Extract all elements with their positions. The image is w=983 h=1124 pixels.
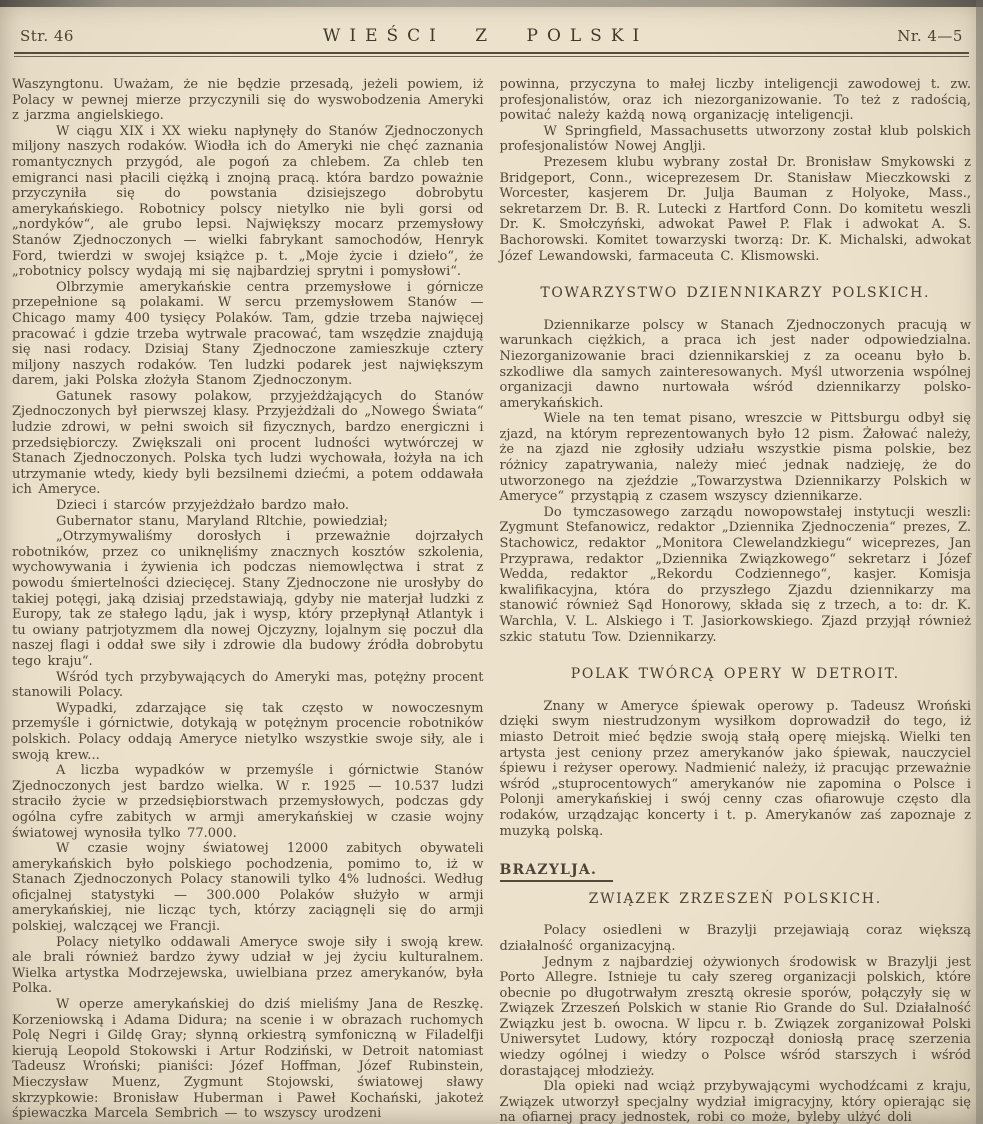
paragraph: Gatunek rasowy polakow, przyjeżdżających do Stanów Zjednoczonych był pierwszej klasy. Przyjeżdżali do „Nowego Świata“ ludzie zdrowi, w pełni swoich sił fizycznych, bardzo energiczni i przedsiębiorczy. Zwiększali oni procent ludności wytwórczej w Stanach Zjednoczonych. Polska tych ludzi wychowała, łożyła na ich utrzymanie wtedy, kiedy byli bezsilnemi dziećmi, a potem oddawała ich Ameryce.	[12, 388, 484, 498]
paragraph: Wiele na ten temat pisano, wreszcie w Pittsburgu odbył się zjazd, na którym reprezentowanych było 12 pism. Żałować należy, że na zjazd nie zgłosiły udziału wszystkie pisma polskie, bez różnicy zapatrywania, należy mieć jednak nadzieję, że do utworzonego na zjeździe „Towarzystwa Dziennikarzy Polskich w Ameryce“ przystąpią z czasem wszyscy dziennikarze.	[499, 411, 971, 505]
paragraph: W Springfield, Massachusetts utworzony został klub polskich profesjonalistów Nowej Anglji.	[499, 123, 971, 155]
paragraph: Prezesem klubu wybrany został Dr. Bronisław Smykowski z Bridgeport, Conn., wiceprezesem Dr. Stanisław Mieczkowski z Worcester, kasjerem Dr. Julja Bauman z Holyoke, Mass., sekretarzem Dr. B. R. Lutecki z Hartford Conn. Do komitetu weszli Dr. K. Smołczyński, adwokat Paweł P. Flak i adwokat A. S. Bachorowski. Komitet towarzyski tworzą: Dr. K. Michalski, adwokat Józef Lewandowski, farmaceuta C. Klismowski.	[499, 154, 971, 264]
section-heading: POLAK TWÓRCĄ OPERY W DETROIT.	[570, 666, 900, 683]
paragraph: Do tymczasowego zarządu nowopowstałej instytucji weszli: Zygmunt Stefanowicz, redaktor „Dziennika Zjednoczenia“ prezes, Z. Stachowicz, redaktor „Monitora Clewelandzkiegu“ wiceprezes, Jan Przyprawa, redaktor „Dziennika Związkowego“ sekretarz i Józef Wedda, redaktor „Rekordu Codziennego“, kasjer. Komisja kwalifikacyjna, która do przyszłego Zjazdu dziennikarzy ma stanowić również Sąd Honorowy, składa się z trzech, a to: dr. K. Warchla, V. L. Alskiego i T. Jasiorkowskiego. Zjazd przyjął również szkic statutu Tow. Dziennikarzy.	[499, 504, 971, 645]
paragraph: powinna, przyczyna to małej liczby inteligencji zawodowej t. zw. profesjonalistów, oraz ich niezorganizowanie. To też z radością, powitać należy każdą nową organizację inteligencji.	[499, 77, 971, 124]
section-heading: TOWARZYSTWO DZIENNIKARZY POLSKICH.	[540, 285, 931, 302]
masthead	[12, 26, 971, 52]
left-column	[12, 77, 484, 1124]
paragraph: Znany w Ameryce śpiewak operowy p. Tadeusz Wroński dzięki swym niestrudzonym wysiłkom doprowadził do tego, iż miasto Detroit mieć będzie swoją stałą operę miejską. Wielki ten artysta jest ceniony przez amerykanów jako śpiewak, nauczyciel śpiewu i reżyser operowy. Nadmienić należy, iż pracując przeważnie wśród „stuprocentowych“ amerykanów nie zapomina o Polsce i Polonji amerykańskiej i swój cenny czas ofiarowuje często dla rodaków, urządzając koncerty i t. p. Amerykanów zaś zapoznaje z muzyką polską.	[499, 698, 971, 839]
paragraph: Jednym z najbardziej ożywionych środowisk w Brazylji jest Porto Allegre. Istnieje tu cały szereg organizacji polskich, które obecnie po długotrwałym zresztą okresie sporów, połączyły się w Związek Zrzeszeń Polskich w stanie Rio Grande do Sul. Działalność Związku jest b. owocna. W lipcu r. b. Związek zorganizował Polski Uniwersytet Ludowy, który rozpoczął doniosłą pracę szerzenia wiedzy ogólnej i wiedzy o Polsce wśród starszych i wśród dorastającej młodzieży.	[499, 954, 971, 1079]
paragraph: A liczba wypadków w przemyśle i górnictwie Stanów Zjednoczonych jest bardzo wielka. W r. 1925 — 10.537 ludzi straciło życie w przedsiębiorstwach przemysłowych, podczas gdy ogólna cyfre zabitych w armji amerykańskiej w czasie wojny światowej wynosiła tylko 77.000.	[12, 763, 484, 841]
paragraph: Waszyngtonu. Uważam, że nie będzie przesadą, jeżeli powiem, iż Polacy w pewnej mierze przyczynili się do wyswobodzenia Ameryki z jarzma angielskiego.	[12, 77, 484, 124]
paragraph: W operze amerykańskiej do dziś mieliśmy Jana de Reszkę. Korzeniowską i Adama Didura; na scenie i w obrazach ruchomych Polę Negri i Gildę Gray; słynną orkiestrą symfoniczną w Filadelfji kierują Leopold Stokowski i Artur Rodziński, w Detroit natomiast Tadeusz Wroński; pianiści: Józef Hoffman, Józef Rubinstein, Mieczysław Muenz, Zygmunt Stojowski, światowej sławy skrzypkowie: Bronisław Huberman i Paweł Kochański, jakoteż śpiewaczka Marcela Sembrich — to wszyscy urodzeni	[12, 997, 484, 1122]
paragraph: Gubernator stanu, Maryland Rltchie, powiedział;	[56, 513, 388, 529]
paragraph: Olbrzymie amerykańskie centra przemysłowe i górnicze przepełnione są polakami. W sercu przemysłowem Stanów — Chicago mamy 400 tysięcy Polaków. Tam, gdzie trzeba najwięcej pracować i gdzie trzeba wytrwale pracować, tam wszędzie znajdują się nasi rodacy. Dzisiaj Stany Zjednoczone zamieszkuje cztery miljony naszych rodaków. Ten ludzki podarek jest największym darem, jaki Polska złożyła Stanom Zjednoczonym.	[12, 279, 484, 389]
paragraph: W czasie wojny światowej 12000 zabitych obywateli amerykańskich było polskiego pochodzenia, pomimo to, iż w Stanach Zjednoczonych Polacy stanowili tylko 4% ludności. Według oficjalnej statystyki — 300.000 Polaków służyło w armji amerykańskiej, nie licząc tych, którzy zaciągnęli się do armji polskiej, walczącej we Francji.	[12, 841, 484, 935]
paragraph: Polacy nietylko oddawali Ameryce swoje siły i swoją krew. ale brali również bardzo żywy udział w jej życiu kulturalnem. Wielka artystka Modrzejewska, uwielbiana przez amerykanów, była Polka.	[12, 934, 484, 997]
paragraph: Polacy osiedleni w Brazylji przejawiają coraz większą działalność organizacyjną.	[499, 923, 971, 954]
issue-number-label: Nr. 4—5	[897, 27, 963, 45]
page-number-label: Str. 46	[20, 27, 74, 45]
article-columns	[12, 77, 971, 1124]
section-heading: ZWIĄZEK ZRZESZEŃ POLSKICH.	[588, 890, 882, 907]
paragraph: W ciągu XIX i XX wieku napłynęły do Stanów Zjednoczonych miljony naszych rodaków. Wiodła ich do Ameryki nie chęć zaznania romantycznych przygód, ale pogoń za chlebem. Za chleb ten emigranci nasi płacili ciężką i znojną pracą. która bardzo poważnie przyczyniła się do powstania dzisiejszego dobrobytu amerykańskiego. Robotnicy polscy nietylko nie byli gorsi od „nordyków“, ale grubo lepsi. Największy mocarz przemysłowy Stanów Zjednoczonych — wielki fabrykant samochodów, Henryk Ford, twierdzi w swojej książce p. t. „Moje życie i dzieło“, że „robotnicy polscy wydają mi się najbardziej sprytni i pomysłowi“.	[12, 123, 484, 280]
paragraph: Wśród tych przybywających do Ameryki mas, potężny procent stanowili Polacy.	[12, 669, 484, 701]
masthead-title: WIEŚCI Z POLSKI	[322, 26, 649, 46]
right-column	[500, 77, 972, 1124]
header-rule	[14, 52, 969, 57]
paragraph: „Otrzymywaliśmy dorosłych i przeważnie dojrzałych robotników, przez co uniknęliśmy znacznych kosztów szkolenia, wychowywania i żywienia ich podczas niemowlęctwa i strat z powodu śmiertelności dziecięcej. Stany Zjednoczone nie urosłyby do takiej potęgi, jaką dzisiaj przedstawiają, gdyby nie materjał ludzki z Europy, tak ze stałego lądu, jak i wysp, który przepłynął Atlantyk i tu owiany patrjotyzmem dla nowej Ojczyzny, lojalnym się poczuł dla naszej flagi i oddał swe siły i zdrowie dla budowy źródła dobrobytu tego kraju“.	[12, 529, 484, 669]
paragraph: Wypadki, zdarzające się tak często w nowoczesnym przemyśle i górnictwie, dotykają w potężnym procencie robotników polskich. Polacy oddają Ameryce nietylko wszystkie swoje siły, ale i swoją krew...	[12, 700, 484, 763]
paragraph: Dla opieki nad wciąż przybywającymi wychodźcami z kraju, Związek utworzył specjalny wydział imigracyjny, który opierając się na ofiarnej pracy jednostek, robi co może, byleby ulżyć doli	[499, 1079, 971, 1124]
paragraph: Dziennikarze polscy w Stanach Zjednoczonych pracują w warunkach ciężkich, a praca ich jest nader odpowiedzialna. Niezorganizowanie braci dziennikarskiej z za oceanu było b. szkodliwe dla samych zainteresowanych. Myśl utworzenia wspólnej organizacji dawno nurtowała wśród dziennikarzy polsko-amerykańskich.	[499, 317, 971, 411]
scan-edge-right	[976, 0, 983, 1124]
paragraph: Dzieci i starców przyjeżdżało bardzo mało.	[56, 498, 350, 514]
scan-edge-top	[0, 0, 983, 7]
country-heading: BRAZYLJA.	[500, 863, 614, 882]
